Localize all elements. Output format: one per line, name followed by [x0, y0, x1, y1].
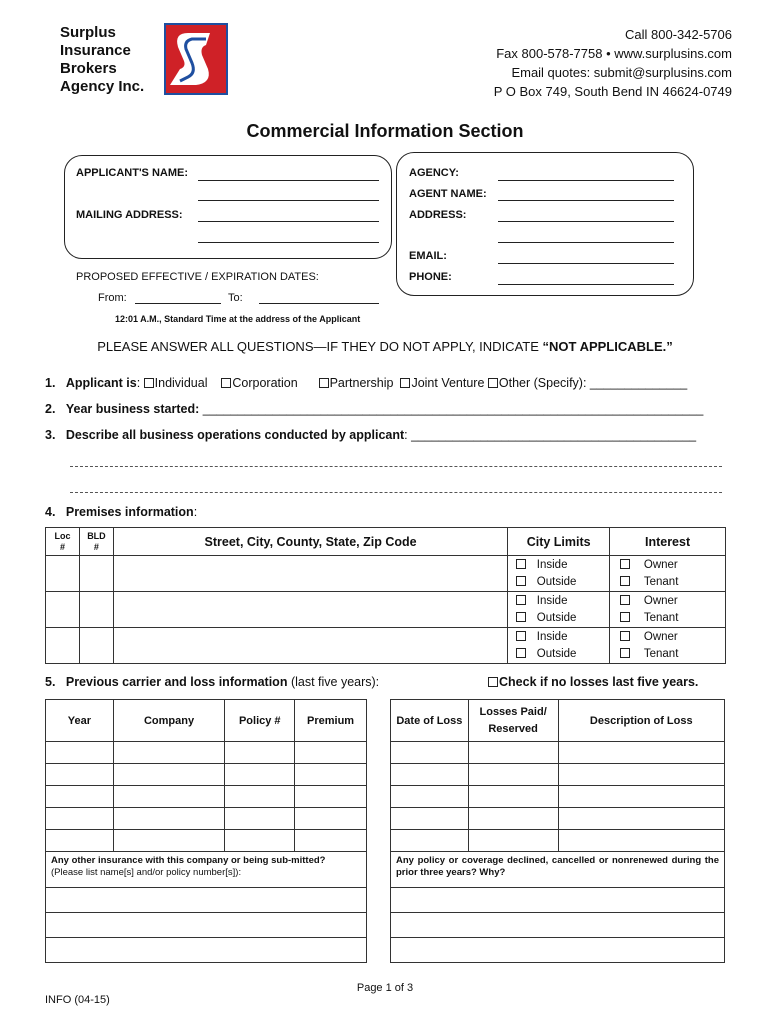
city-option-row[interactable]: Inside [516, 593, 609, 610]
paid-cell[interactable] [468, 786, 558, 808]
s-logo-icon [166, 25, 226, 93]
paid-cell[interactable] [468, 830, 558, 852]
mailing-address-field[interactable] [198, 221, 379, 222]
year-started-field[interactable]: ________________________________________________________________________ [202, 402, 704, 416]
street-cell[interactable] [113, 628, 507, 664]
policy-cell[interactable] [225, 764, 295, 786]
city-option-row[interactable]: Inside [516, 629, 609, 646]
bld-cell[interactable] [79, 628, 113, 664]
description-header: Description of Loss [558, 700, 724, 742]
interest-cell [610, 556, 726, 592]
prior-carrier-table [45, 699, 367, 963]
form-number: INFO (04-15) [45, 994, 110, 1006]
contact-info: Call 800-342-5706 Fax 800-578-7758 • www.surplusins.com Email quotes: submit@surplusins.com P O Box 749, South Bend IN 46624-0749 [493, 27, 732, 99]
interest-option-row[interactable]: Owner [620, 593, 725, 610]
city-checkbox[interactable] [516, 576, 526, 586]
page-number: Page 1 of 3 [356, 982, 414, 994]
agency-email-field[interactable] [498, 263, 674, 264]
agency-label: AGENCY: [409, 167, 459, 179]
interest-checkbox[interactable] [620, 595, 630, 605]
date-cell[interactable] [391, 764, 469, 786]
interest-option-row[interactable]: Tenant [620, 646, 725, 663]
street-cell[interactable] [113, 592, 507, 628]
policy-cell[interactable] [225, 830, 295, 852]
premium-cell[interactable] [295, 764, 367, 786]
to-date-field[interactable] [259, 303, 379, 304]
individual-checkbox[interactable] [144, 378, 154, 388]
agency-field[interactable] [498, 180, 674, 181]
premium-header: Premium [295, 700, 367, 742]
no-losses-checkbox[interactable] [488, 677, 498, 687]
interest-checkbox[interactable] [620, 559, 630, 569]
operations-line-2[interactable] [70, 466, 722, 467]
applicant-name-label: APPLICANT'S NAME: [76, 167, 189, 179]
interest-checkbox[interactable] [620, 612, 630, 622]
premium-cell[interactable] [295, 786, 367, 808]
page-title: Commercial Information Section [246, 121, 524, 141]
from-date-field[interactable] [135, 303, 221, 304]
city-option-row[interactable]: Inside [516, 557, 609, 574]
city-checkbox[interactable] [516, 559, 526, 569]
interest-option-row[interactable]: Tenant [620, 574, 725, 591]
agency-phone-field[interactable] [498, 284, 674, 285]
policy-cell[interactable] [225, 786, 295, 808]
description-cell[interactable] [558, 764, 724, 786]
company-cell[interactable] [113, 786, 225, 808]
date-cell[interactable] [391, 808, 469, 830]
date-of-loss-header: Date of Loss [391, 700, 469, 742]
corporation-checkbox[interactable] [221, 378, 231, 388]
street-cell[interactable] [113, 556, 507, 592]
year-cell[interactable] [46, 742, 114, 764]
bld-cell[interactable] [79, 556, 113, 592]
policy-cell[interactable] [225, 742, 295, 764]
bld-header: BLD # [79, 528, 113, 556]
loc-cell[interactable] [46, 556, 80, 592]
description-cell[interactable] [558, 742, 724, 764]
other-insurance-row[interactable] [46, 938, 367, 963]
city-limits-cell [508, 628, 610, 664]
declined-row[interactable] [391, 888, 725, 913]
from-label: From: [98, 292, 127, 304]
city-checkbox[interactable] [516, 648, 526, 658]
declined-row[interactable] [391, 938, 725, 963]
partnership-checkbox[interactable] [319, 378, 329, 388]
operations-line-3[interactable] [70, 492, 722, 493]
declined-question: Any policy or coverage declined, cancelled or nonrenewed during the prior three years? Why? [391, 852, 725, 888]
losses-paid-header: Losses Paid/ Reserved [468, 700, 558, 742]
question-3: 3. Describe all business operations conducted by applicant: _________________________________________ [45, 428, 697, 442]
date-cell[interactable] [391, 786, 469, 808]
other-insurance-row[interactable] [46, 913, 367, 938]
premium-cell[interactable] [295, 742, 367, 764]
loc-cell[interactable] [46, 592, 80, 628]
paid-cell[interactable] [468, 764, 558, 786]
loss-history-table [390, 699, 725, 963]
city-option-row[interactable]: Outside [516, 646, 609, 663]
city-limits-cell [508, 592, 610, 628]
agency-address-label: ADDRESS: [409, 209, 467, 221]
agent-name-label: AGENT NAME: [409, 188, 487, 200]
company-name: Surplus Insurance Brokers Agency Inc. [60, 24, 145, 95]
company-cell[interactable] [113, 764, 225, 786]
no-losses-check[interactable]: Check if no losses last five years. [488, 675, 698, 689]
instruction: PLEASE ANSWER ALL QUESTIONS—IF THEY DO NOT APPLY, INDICATE “NOT APPLICABLE.” [97, 339, 673, 354]
company-header: Company [113, 700, 225, 742]
description-cell[interactable] [558, 808, 724, 830]
year-header: Year [46, 700, 114, 742]
description-cell[interactable] [558, 786, 724, 808]
question-5: 5. Previous carrier and loss information (last five years): [45, 675, 380, 689]
year-cell[interactable] [46, 764, 114, 786]
city-limits-cell [508, 556, 610, 592]
date-cell[interactable] [391, 742, 469, 764]
joint-venture-checkbox[interactable] [400, 378, 410, 388]
interest-option-row[interactable]: Owner [620, 557, 725, 574]
applicant-name-field-2[interactable] [198, 200, 379, 201]
operations-field[interactable]: : _________________________________________ [404, 428, 697, 442]
mailing-address-label: MAILING ADDRESS: [76, 209, 183, 221]
policy-header: Policy # [225, 700, 295, 742]
year-cell[interactable] [46, 830, 114, 852]
company-cell[interactable] [113, 830, 225, 852]
question-2: 2. Year business started: ________________________________________________________________________ [45, 402, 704, 416]
question-4: 4. Premises information: [45, 505, 198, 519]
premium-cell[interactable] [295, 808, 367, 830]
year-cell[interactable] [46, 808, 114, 830]
applicant-name-field[interactable] [198, 180, 379, 181]
interest-checkbox[interactable] [620, 648, 630, 658]
company-cell[interactable] [113, 808, 225, 830]
time-note: 12:01 A.M., Standard Time at the address of the Applicant [115, 314, 361, 324]
city-option-row[interactable]: Outside [516, 610, 609, 627]
policy-cell[interactable] [225, 808, 295, 830]
mailing-address-field-2[interactable] [198, 242, 379, 243]
declined-row[interactable] [391, 913, 725, 938]
interest-header: Interest [610, 528, 726, 556]
city-option-row[interactable]: Outside [516, 574, 609, 591]
interest-cell [610, 628, 726, 664]
city-checkbox[interactable] [516, 631, 526, 641]
agency-address-field-2[interactable] [498, 242, 674, 243]
agent-name-field[interactable] [498, 200, 674, 201]
agency-phone-label: PHONE: [409, 271, 452, 283]
description-cell[interactable] [558, 830, 724, 852]
company-cell[interactable] [113, 742, 225, 764]
interest-option-row[interactable]: Owner [620, 629, 725, 646]
company-logo [164, 23, 228, 95]
city-checkbox[interactable] [516, 595, 526, 605]
city-checkbox[interactable] [516, 612, 526, 622]
to-label: To: [228, 292, 243, 304]
other-insurance-question: Any other insurance with this company or being sub-mitted? (Please list name[s] and/or policy number[s]): [46, 852, 367, 888]
street-header: Street, City, County, State, Zip Code [113, 528, 507, 556]
date-cell[interactable] [391, 830, 469, 852]
agency-address-field[interactable] [498, 221, 674, 222]
premises-table [45, 527, 726, 664]
interest-option-row[interactable]: Tenant [620, 610, 725, 627]
paid-cell[interactable] [468, 808, 558, 830]
dates-label: PROPOSED EFFECTIVE / EXPIRATION DATES: [76, 271, 319, 283]
question-1: 1. Applicant is: Individual Corporation Partnership Joint Venture Other (Specify): ______________ [45, 376, 688, 390]
interest-checkbox[interactable] [620, 576, 630, 586]
interest-cell [610, 592, 726, 628]
other-checkbox[interactable] [488, 378, 498, 388]
bld-cell[interactable] [79, 592, 113, 628]
year-cell[interactable] [46, 786, 114, 808]
loc-header: Loc # [46, 528, 80, 556]
premium-cell[interactable] [295, 830, 367, 852]
other-insurance-row[interactable] [46, 888, 367, 913]
city-limits-header: City Limits [508, 528, 610, 556]
loc-cell[interactable] [46, 628, 80, 664]
agency-email-label: EMAIL: [409, 250, 447, 262]
paid-cell[interactable] [468, 742, 558, 764]
interest-checkbox[interactable] [620, 631, 630, 641]
